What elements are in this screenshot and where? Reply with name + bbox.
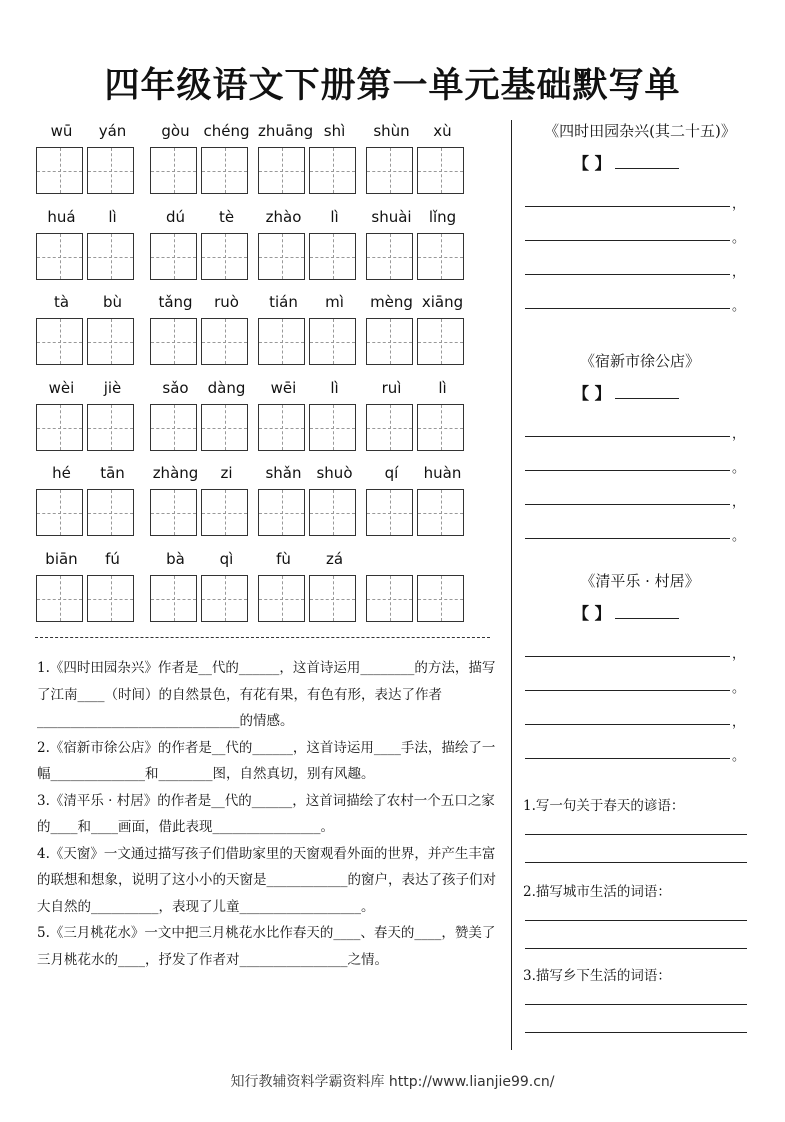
author-brackets: 【 】 [573,604,611,623]
tianzige-box[interactable] [36,318,83,365]
tianzige-box[interactable] [417,404,464,451]
writing-boxes [258,575,360,622]
poem-title: 《清平乐 · 村居》 [580,572,700,590]
tianzige-box[interactable] [150,489,197,536]
side-answer-line [525,834,747,835]
tianzige-box[interactable] [258,233,305,280]
pinyin-syllable: fú [105,550,120,568]
poem-block-2 [515,350,785,544]
tianzige-box[interactable] [417,575,464,622]
pinyin-syllable: bù [102,293,123,311]
question-list [37,655,497,973]
pinyin-syllable: chéng [203,122,250,140]
tianzige-box[interactable] [201,575,248,622]
question-2: 2.《宿新市徐公店》的作者是__代的______，这首诗运用____手法，描绘了一幅______________和________图，自然真切，别有风趣。 [37,739,496,782]
punct: 。 [732,231,746,246]
punct: 。 [732,681,746,696]
poem-answer-line [525,504,730,505]
tianzige-box[interactable] [258,575,305,622]
tianzige-box[interactable] [36,404,83,451]
tianzige-box[interactable] [87,318,134,365]
poem-title: 《宿新市徐公店》 [579,352,700,370]
tianzige-box[interactable] [417,147,464,194]
writing-boxes [36,489,138,536]
punct: ， [732,647,746,662]
side-answer-line [525,862,747,863]
tianzige-box[interactable] [87,404,134,451]
punct: 。 [732,529,746,544]
section-divider [35,637,490,638]
pinyin-syllable: tè [218,208,235,226]
poem-answer-line [525,436,730,437]
pinyin-syllable: sǎo [162,379,189,397]
pinyin-syllable: tǎng [158,293,193,311]
writing-boxes [36,404,138,451]
pinyin-syllable: zhàng [152,464,199,482]
tianzige-box[interactable] [36,489,83,536]
poem-answer-line [525,470,730,471]
tianzige-box[interactable] [201,318,248,365]
tianzige-box[interactable] [36,233,83,280]
side-question-1: 1.写一句关于春天的谚语： [523,798,685,814]
pinyin-syllable: xiāng [421,293,464,311]
tianzige-box[interactable] [150,575,197,622]
author-blank [615,154,679,169]
pinyin-syllable: gòu [161,122,190,140]
poem-answer-line [525,308,730,309]
pinyin-syllable: hé [52,464,71,482]
tianzige-box[interactable] [36,575,83,622]
poem-title: 《四时田园杂兴(其二十五)》 [544,122,736,140]
side-question-3: 3.描写乡下生活的词语： [523,968,671,984]
writing-boxes [258,233,360,280]
tianzige-box[interactable] [366,575,413,622]
side-answer-line [525,1032,747,1033]
question-5: 5.《三月桃花水》一文中把三月桃花水比作春天的____、春天的____，赞美了三月桃花水的____，抒发了作者对________________之情。 [37,925,496,968]
pinyin-syllable: xù [433,122,452,140]
pinyin-syllable: shǎn [265,464,302,482]
pinyin-syllable: yán [98,122,127,140]
tianzige-box[interactable] [258,318,305,365]
tianzige-box[interactable] [309,318,356,365]
tianzige-box[interactable] [258,147,305,194]
pinyin-syllable: wēi [270,379,297,397]
pinyin-syllable: lì [330,379,339,397]
tianzige-box[interactable] [87,489,134,536]
pinyin-syllable: ruò [214,293,239,311]
tianzige-box[interactable] [201,147,248,194]
side-answer-line [525,920,747,921]
side-question-2: 2.描写城市生活的词语： [523,884,671,900]
writing-boxes [366,404,468,451]
pinyin-syllable: shì [323,122,346,140]
poem-answer-line [525,656,730,657]
author-brackets: 【 】 [573,154,611,173]
pinyin-syllable: bà [166,550,185,568]
writing-boxes [366,318,468,365]
question-3: 3.《清平乐 · 村居》的作者是__代的______，这首词描绘了农村一个五口之家的____和____画面，借此表现________________。 [37,792,495,835]
writing-boxes [366,147,468,194]
writing-boxes [150,233,252,280]
side-answer-line [525,948,747,949]
tianzige-box[interactable] [309,147,356,194]
poem-answer-line [525,274,730,275]
tianzige-box[interactable] [201,489,248,536]
poem-answer-line [525,724,730,725]
side-answer-line [525,1004,747,1005]
pinyin-syllable: shùn [373,122,410,140]
tianzige-box[interactable] [87,147,134,194]
question-1: 1.《四时田园杂兴》作者是__代的______，这首诗运用________的方法，描写了江南____（时间）的自然景色，有花有果，有色有形，表达了作者______________________________的情感。 [37,660,496,729]
poem-answer-line [525,758,730,759]
pinyin-syllable: wèi [48,379,75,397]
poem-answer-line [525,538,730,539]
tianzige-box[interactable] [87,575,134,622]
footer-text: 知行教辅资料学霸资料库 http://www.lianjie99.cn/ [230,1074,555,1090]
tianzige-box[interactable] [309,233,356,280]
punct: ， [732,715,746,730]
pinyin-syllable: qì [219,550,234,568]
pinyin-syllable: shuài [371,208,412,226]
tianzige-box[interactable] [150,318,197,365]
pinyin-syllable: dàng [207,379,246,397]
punct: 。 [732,299,746,314]
author-blank [615,604,679,619]
column-divider [511,120,512,1050]
poem-author-field [573,601,785,624]
author-brackets: 【 】 [573,384,611,403]
pinyin-syllable: dú [165,208,186,226]
writing-boxes [258,489,360,536]
punct: ， [732,495,746,510]
pinyin-syllable: tà [53,293,70,311]
writing-boxes [366,233,468,280]
pinyin-syllable: lǐng [428,208,457,226]
poem-author-field [573,151,785,174]
poem-answer-line [525,240,730,241]
writing-boxes [366,489,468,536]
tianzige-box[interactable] [201,233,248,280]
pinyin-syllable: biān [45,550,78,568]
tianzige-box[interactable] [366,233,413,280]
poem-block-3 [515,570,785,764]
poem-author-field [573,381,785,404]
tianzige-box[interactable] [36,147,83,194]
tianzige-box[interactable] [309,575,356,622]
tianzige-box[interactable] [150,147,197,194]
pinyin-syllable: qí [384,464,399,482]
punct: ， [732,197,746,212]
pinyin-syllable: lì [438,379,447,397]
writing-boxes [258,404,360,451]
tianzige-box[interactable] [417,318,464,365]
pinyin-syllable: huá [47,208,76,226]
pinyin-syllable: shuò [316,464,353,482]
tianzige-box[interactable] [366,404,413,451]
poem-answer-line [525,206,730,207]
writing-boxes [150,147,252,194]
pinyin-syllable: lì [330,208,339,226]
tianzige-box[interactable] [201,404,248,451]
pinyin-syllable: zá [325,550,344,568]
pinyin-syllable: mèng [370,293,413,311]
punct: 。 [732,749,746,764]
tianzige-box[interactable] [417,489,464,536]
tianzige-box[interactable] [258,489,305,536]
writing-boxes [366,575,468,622]
pinyin-syllable: fù [276,550,291,568]
tianzige-box[interactable] [309,489,356,536]
tianzige-box[interactable] [417,233,464,280]
tianzige-box[interactable] [366,489,413,536]
poem-answer-line [525,690,730,691]
pinyin-syllable: tān [100,464,125,482]
punct: ， [732,427,746,442]
tianzige-box[interactable] [258,404,305,451]
pinyin-syllable: huàn [423,464,462,482]
writing-boxes [150,575,252,622]
pinyin-syllable: zi [220,464,233,482]
writing-boxes [36,575,138,622]
writing-boxes [258,318,360,365]
writing-boxes [258,147,360,194]
tianzige-box[interactable] [87,233,134,280]
punct: ， [732,265,746,280]
page-title: 四年级语文下册第一单元基础默写单 [104,66,681,106]
writing-boxes [150,489,252,536]
pinyin-syllable: tián [269,293,298,311]
pinyin-syllable: mì [325,293,344,311]
writing-boxes [150,318,252,365]
pinyin-syllable: zhào [265,208,302,226]
pinyin-syllable: lì [108,208,117,226]
punct: 。 [732,461,746,476]
pinyin-syllable: zhuāng [258,122,314,140]
tianzige-box[interactable] [366,147,413,194]
pinyin-syllable: wū [50,122,73,140]
writing-boxes [36,318,138,365]
writing-boxes [150,404,252,451]
poem-block-1 [515,120,785,314]
tianzige-box[interactable] [150,404,197,451]
tianzige-box[interactable] [366,318,413,365]
question-4: 4.《天窗》一文通过描写孩子们借助家里的天窗观看外面的世界，并产生丰富的联想和想象，说明了这小小的天窗是____________的窗户，表达了孩子们对大自然的__________，表现了儿童__________________。 [37,845,496,915]
pinyin-syllable: jiè [103,379,122,397]
writing-boxes [36,147,138,194]
author-blank [615,384,679,399]
tianzige-box[interactable] [309,404,356,451]
writing-boxes [36,233,138,280]
tianzige-box[interactable] [150,233,197,280]
pinyin-syllable: ruì [381,379,402,397]
